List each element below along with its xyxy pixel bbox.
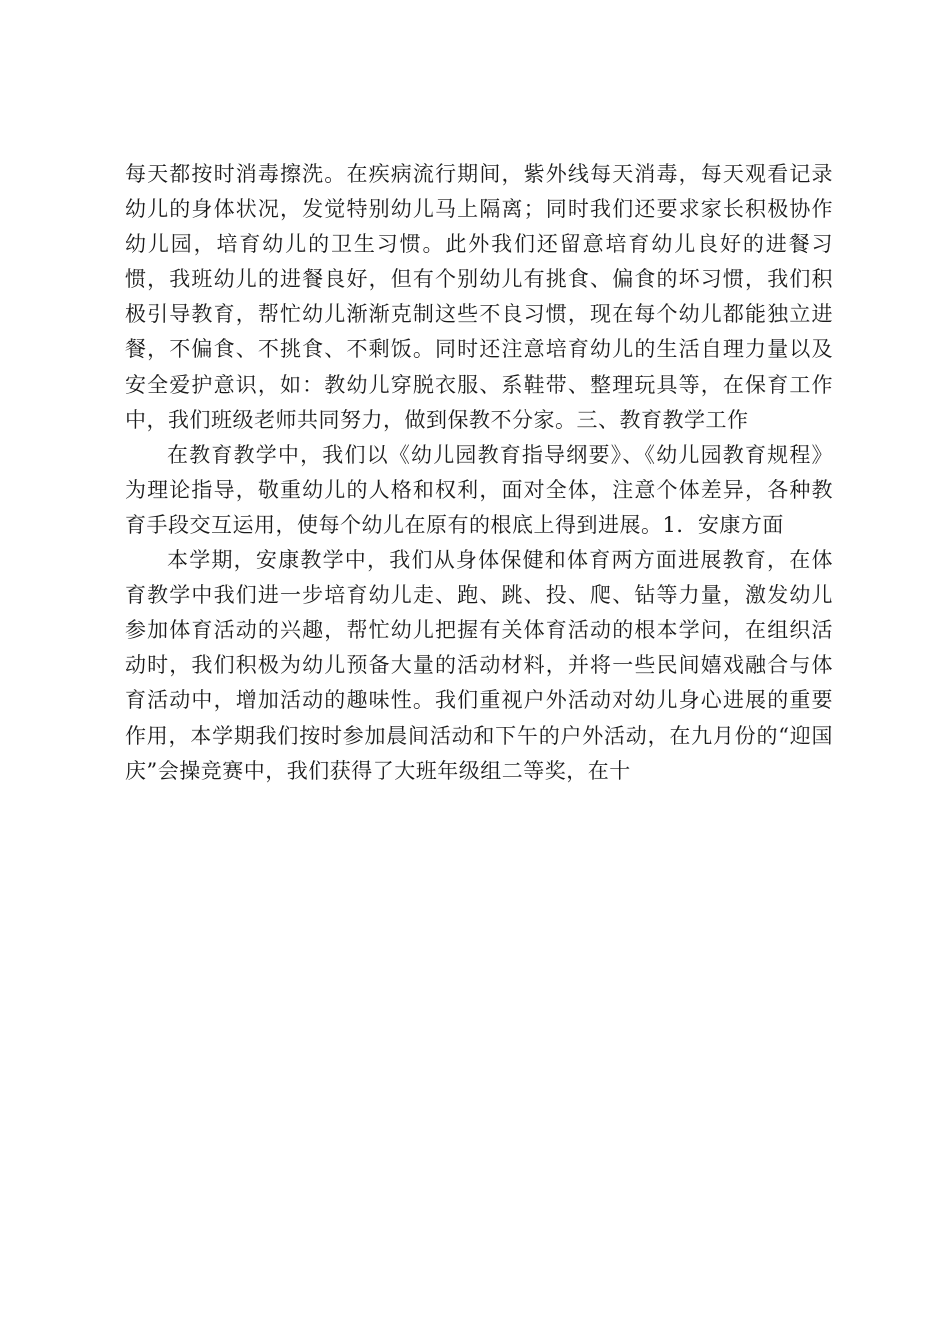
paragraph-health-care: 每天都按时消毒擦洗。在疾病流行期间，紫外线每天消毒，每天观看记录幼儿的身体状况，发觉特别幼儿马上隔离；同时我们还要求家长积极协作幼儿园，培育幼儿的卫生习惯。此外我们还留意培育幼儿良好的进餐习惯，我班幼儿的进餐良好，但有个别幼儿有挑食、偏食的坏习惯，我们积极引导教育，帮忙幼儿渐渐克制这些不良习惯，现在每个幼儿都能独立进餐，不偏食、不挑食、不剩饭。同时还注意培育幼儿的生活自理力量以及安全爱护意识，如：教幼儿穿脱衣服、系鞋带、整理玩具等，在保育工作中，我们班级老师共同努力，做到保教不分家。三、教育教学工作 [125,162,833,432]
document-body [125,157,833,789]
paragraph-physical-education: 本学期，安康教学中，我们从身体保健和体育两方面进展教育，在体育教学中我们进一步培育幼儿走、跑、跳、投、爬、钻等力量，激发幼儿参加体育活动的兴趣，帮忙幼儿把握有关体育活动的根本学问，在组织活动时，我们积极为幼儿预备大量的活动材料，并将一些民间嬉戏融合与体育活动中，增加活动的趣味性。我们重视户外活动对幼儿身心进展的重要作用，本学期我们按时参加晨间活动和下午的户外活动，在九月份的“迎国庆”会操竞赛中，我们获得了大班年级组二等奖，在十 [125,548,833,783]
paragraph-teaching-guidance: 在教育教学中，我们以《幼儿园教育指导纲要》、《幼儿园教育规程》为理论指导，敬重幼儿的人格和权利，面对全体，注意个体差异，各种教育手段交互运用，使每个幼儿在原有的根底上得到进展。1．安康方面 [125,442,833,537]
